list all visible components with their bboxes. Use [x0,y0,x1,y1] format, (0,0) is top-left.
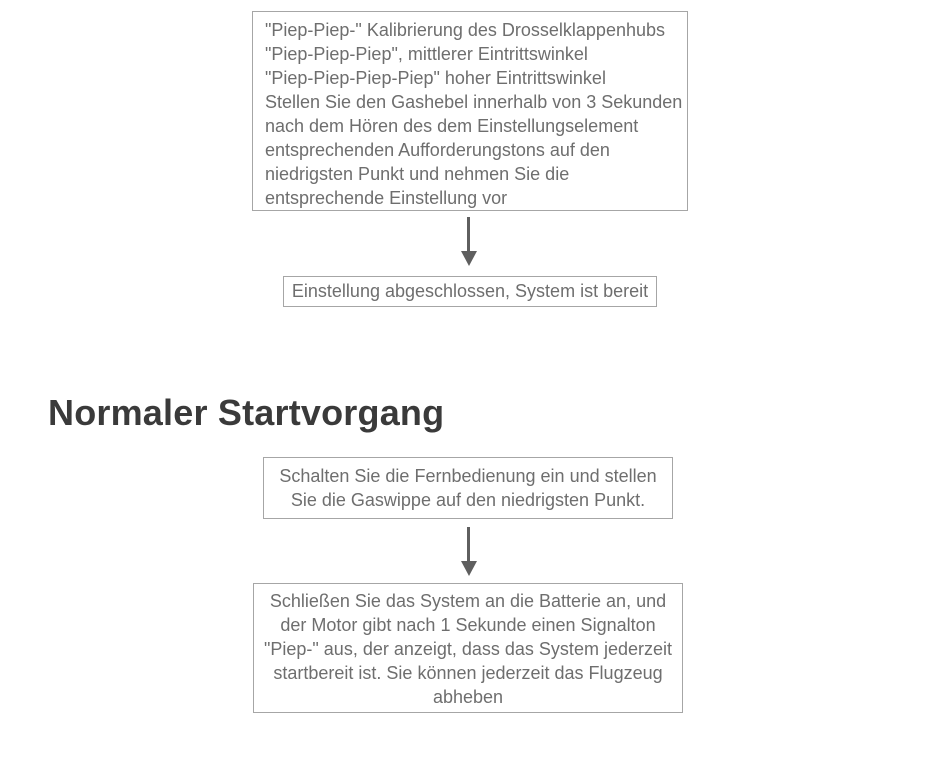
arrow-head [461,251,477,266]
calibration-result-box [283,276,657,307]
result-text: Einstellung abgeschlossen, System ist bereit [291,281,649,301]
instruction-line: entsprechenden Aufforderungstons auf den [265,140,610,160]
instruction-line: "Piep-Piep-" Kalibrierung des Drosselklappenhubs [265,20,665,40]
step2-line: abheben [432,687,504,707]
arrow-head [461,561,477,576]
instruction-line: "Piep-Piep-Piep", mittlerer Eintrittswinkel [265,44,588,64]
step2-line: "Piep-" aus, der anzeigt, dass das System jederzeit [264,639,672,659]
step1-line: Sie die Gaswippe auf den niedrigsten Punkt. [290,490,646,510]
step2-line: der Motor gibt nach 1 Sekunde einen Signalton [280,615,656,635]
instruction-line: "Piep-Piep-Piep-Piep" hoher Eintrittswinkel [265,68,606,88]
arrow-shaft [467,217,470,251]
step2-line: startbereit ist. Sie können jederzeit das Flugzeug [273,663,663,683]
step2-line: Schließen Sie das System an die Batterie an, und [269,591,667,611]
normal-start-step1-box [263,457,673,519]
section-heading: Normaler Startvorgang [48,392,445,433]
down-arrow-icon [460,217,477,266]
calibration-instruction-box [252,11,688,211]
step1-line: Schalten Sie die Fernbedienung ein und stellen [279,466,657,486]
instruction-line: entsprechende Einstellung vor [265,188,508,208]
instruction-line: nach dem Hören des dem Einstellungselement [265,116,639,136]
instruction-line: niedrigsten Punkt und nehmen Sie die [265,164,570,184]
down-arrow-icon [460,527,477,576]
instruction-line: Stellen Sie den Gashebel innerhalb von 3 Sekunden [265,92,683,112]
normal-start-step2-box [253,583,683,713]
arrow-shaft [467,527,470,561]
